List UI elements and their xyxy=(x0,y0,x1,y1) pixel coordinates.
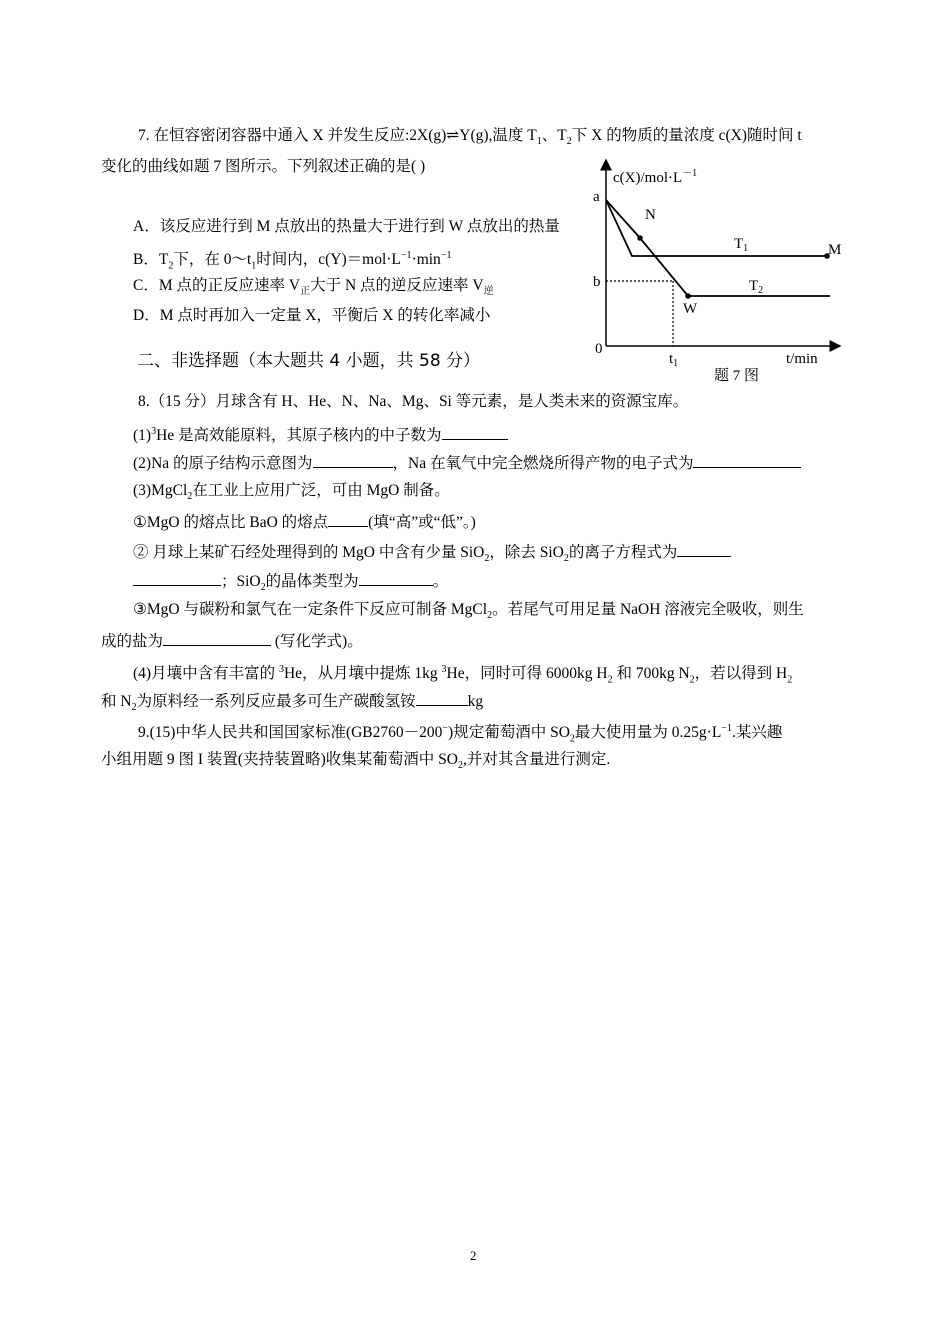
q7-line2: 变化的曲线如题 7 图所示。下列叙述正确的是( ) xyxy=(101,158,426,175)
q7-option-d: D．M 点时再加入一定量 X，平衡后 X 的转化率减小 xyxy=(133,307,491,324)
x-tick-t1: $t_1$ xyxy=(669,351,679,369)
answer-blank[interactable] xyxy=(442,424,508,440)
x-axis-label: t/min xyxy=(786,351,818,367)
q7-option-a: A．该反应进行到 M 点放出的热量大于进行到 W 点放出的热量 xyxy=(133,218,560,235)
point-w xyxy=(685,293,691,299)
q8-part4: (4)月壤中含有丰富的 $^3$He，从月壤中提炼 1kg $^3$He，同时可得 6000kg $H_2$ 和 700kg $N_2$，若以得到 $H_2$ xyxy=(133,664,793,686)
series-t1-label: $T_1$ xyxy=(734,236,749,254)
q8-part3-3: ③MgO 与碳粉和氯气在一定条件下反应可制备 MgCl$_2$。若尾气可用足量 NaOH 溶液完全吸收，则生 xyxy=(133,601,804,622)
answer-blank[interactable] xyxy=(693,452,801,468)
figure-7-chart xyxy=(585,150,850,390)
answer-blank[interactable] xyxy=(163,630,271,646)
q9-line2: 小组用题 9 图 I 装置(夹持装置略)收集某葡萄酒中 $SO_2$,并对其含量进行测定. xyxy=(101,751,611,772)
q7-line1: 7. 在恒容密闭容器中通入 X 并发生反应:2X(g)⇌Y(g),温度 $T_1$、$T_2$下 X 的物质的量浓度 c(X)随时间 t xyxy=(138,127,802,148)
origin-label: 0 xyxy=(595,341,603,357)
q8-part4-cont: 和 $N_2$为原料经一系列反应最多可生产碳酸氢铵 kg xyxy=(101,690,483,718)
q8-part3-1: ①MgO 的熔点比 BaO 的熔点 (填“高”或“低”。) xyxy=(133,511,476,533)
q8-part3-2: ② 月球上某矿石经处理得到的 MgO 中含有少量 SiO$_2$，除去 SiO$_2$的离子方程式为 xyxy=(133,541,731,569)
equilibrium-sign: ⇌ xyxy=(446,127,460,144)
answer-blank[interactable] xyxy=(416,690,468,706)
q8-part3-3-cont: 成的盐为 (写化学式)。 xyxy=(101,630,363,652)
q9-line1: 9.(15)中华人民共和国国家标准(GB2760－200−)规定葡萄酒中 $SO_2$最大使用量为 $0.25g\cdot L^{-1}$.某兴趣 xyxy=(138,723,783,745)
answer-blank[interactable] xyxy=(328,511,368,527)
point-m-label: M xyxy=(828,242,842,258)
y-tick-a: a xyxy=(593,189,600,205)
answer-blank[interactable] xyxy=(133,570,221,586)
series-t2-label: $T_2$ xyxy=(749,278,764,296)
section-2-heading: 二、非选择题（本大题共 4 小题，共 58 分） xyxy=(137,351,481,371)
q7-option-b: B．$T_2$下，在 $0\sim t_1$时间内，$c(Y)=mol\cdot L^{-1}\cdot\min^{-1}$ xyxy=(133,250,452,272)
q7-option-c: C．M 点的正反应速率 $V_正$大于 N 点的逆反应速率 $V_逆$ xyxy=(133,277,494,298)
q8-part3-2-cont: ；SiO$_2$的晶体类型为 。 xyxy=(133,570,448,598)
q8-part2: (2)Na 的原子结构示意图为 ，Na 在氧气中完全燃烧所得产物的电子式为 xyxy=(133,452,801,474)
point-n xyxy=(637,235,643,241)
answer-blank[interactable] xyxy=(313,452,393,468)
series-t2-line xyxy=(606,200,830,296)
y-tick-b: b xyxy=(593,274,601,290)
q8-intro: 8.（15 分）月球含有 H、He、N、Na、Mg、Si 等元素，是人类未来的资源宝库。 xyxy=(138,393,689,410)
q8-part3: (3)MgCl$_2$在工业上应用广泛，可由 MgO 制备。 xyxy=(133,482,450,503)
series-t1-line xyxy=(606,200,827,256)
answer-blank[interactable] xyxy=(677,541,731,557)
point-n-label: N xyxy=(645,207,656,223)
page-number: 2 xyxy=(470,1248,477,1263)
q8-part1: $(1)^3He$ 是高效能原料，其原子核内的中子数为 xyxy=(133,422,508,446)
answer-blank[interactable] xyxy=(359,570,433,586)
chart-caption: 题 7 图 xyxy=(714,368,760,384)
point-w-label: W xyxy=(683,301,698,317)
y-axis-label: $c(X)/mol\cdot L^{-1}$ xyxy=(613,168,698,186)
